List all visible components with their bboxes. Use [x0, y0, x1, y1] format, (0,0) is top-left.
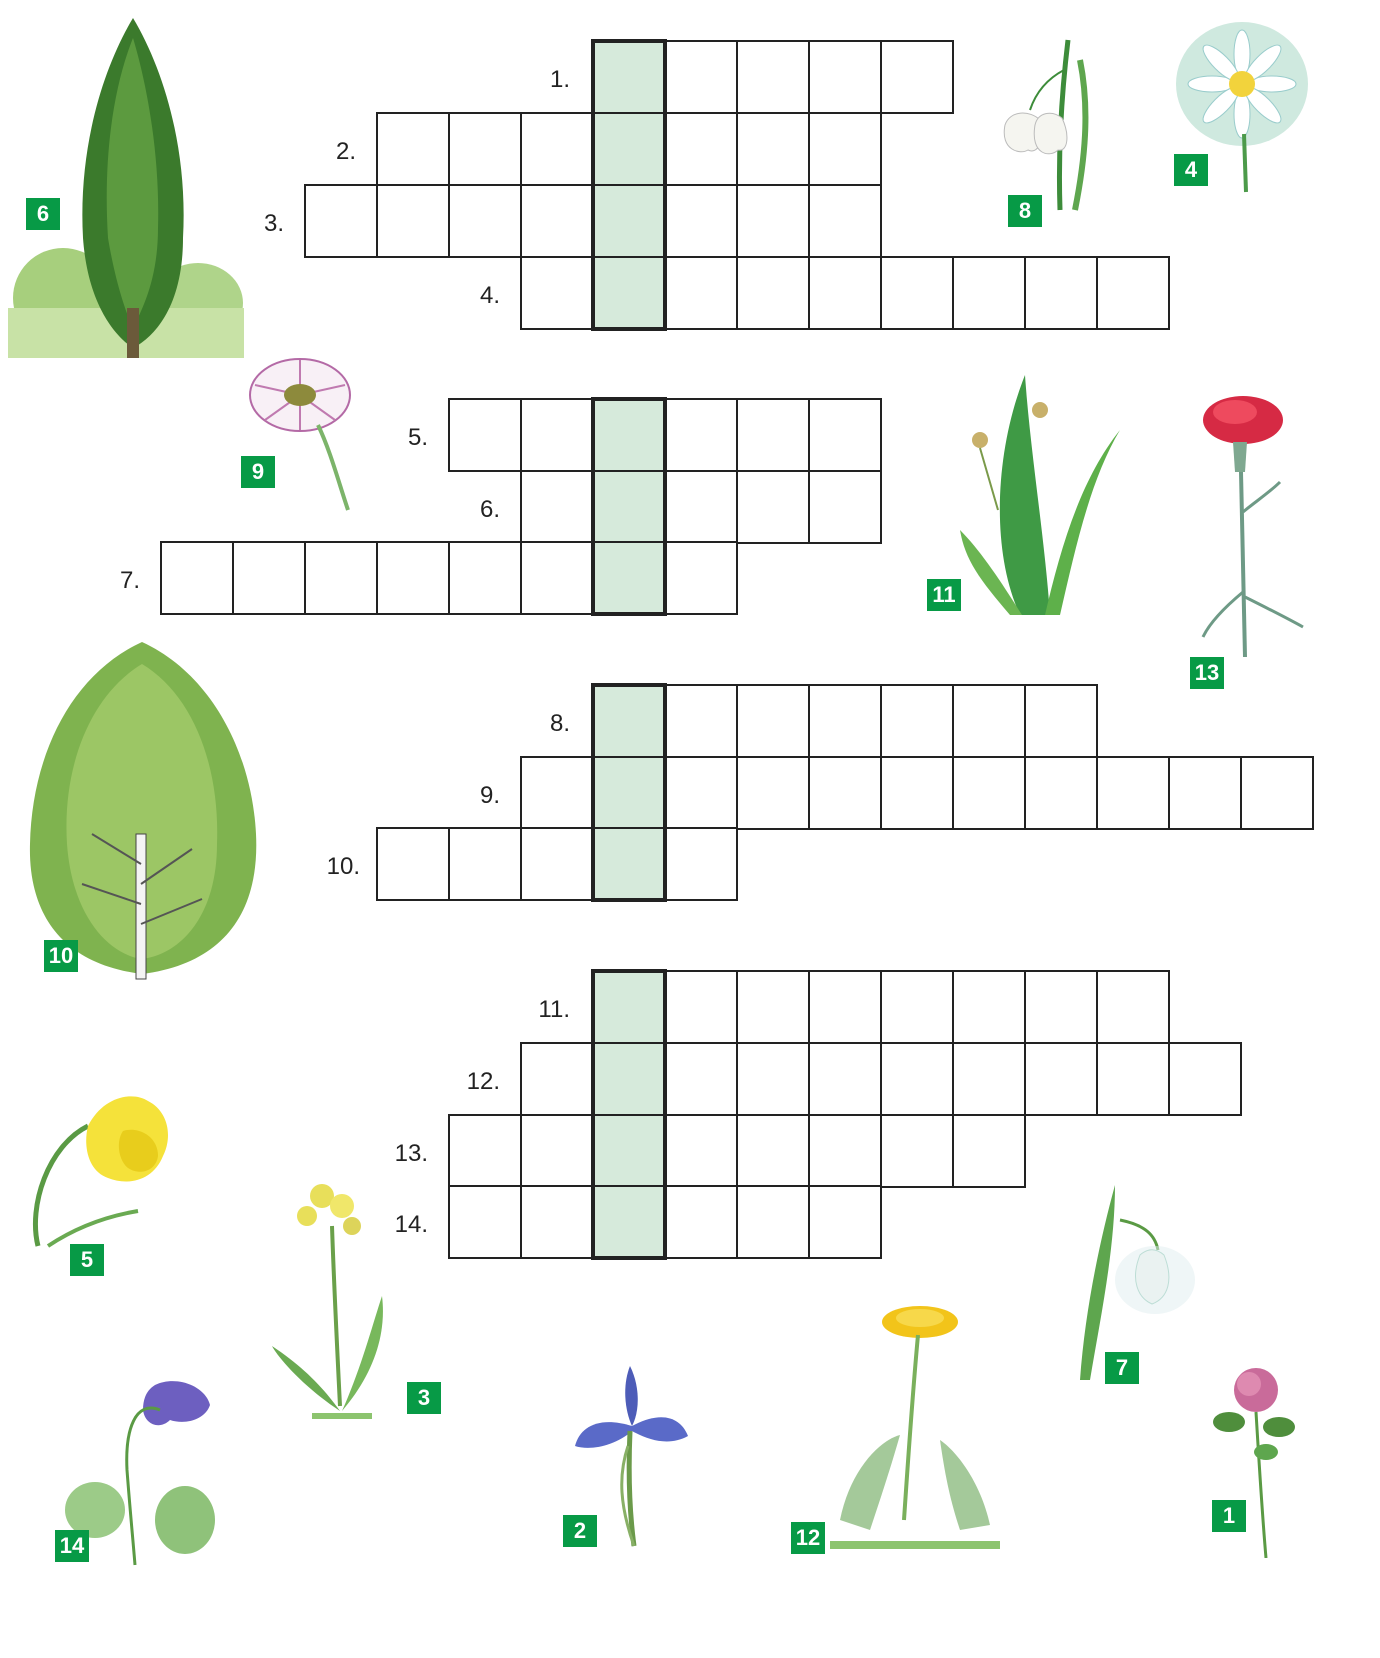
crossword-cell[interactable]: [520, 184, 594, 258]
picture-label-3: 3: [407, 1382, 441, 1414]
clue-number-6: 6.: [479, 496, 500, 523]
picture-label-2: 2: [563, 1515, 597, 1547]
crossword-cell[interactable]: [880, 1042, 954, 1116]
crossword-cell[interactable]: [952, 1114, 1026, 1188]
key-cell[interactable]: [592, 756, 666, 830]
crossword-cell[interactable]: [1024, 256, 1098, 330]
crossword-cell[interactable]: [736, 470, 810, 544]
crossword-cell[interactable]: [808, 470, 882, 544]
crossword-cell[interactable]: [736, 1042, 810, 1116]
clue-number-3: 3.: [263, 210, 284, 237]
crossword-cell[interactable]: [1024, 756, 1098, 830]
crossword-cell[interactable]: [520, 470, 594, 544]
crossword-cell[interactable]: [880, 256, 954, 330]
crossword-cell[interactable]: [1024, 684, 1098, 758]
crossword-cell[interactable]: [376, 541, 450, 615]
snowflake-flower-icon: [990, 30, 1110, 220]
crossword-cell[interactable]: [808, 1042, 882, 1116]
crossword-cell[interactable]: [736, 1114, 810, 1188]
crossword-cell[interactable]: [664, 112, 738, 186]
crossword-cell[interactable]: [736, 398, 810, 472]
picture-label-1: 1: [1212, 1500, 1246, 1532]
picture-label-5: 5: [70, 1244, 104, 1276]
crossword-cell[interactable]: [1096, 970, 1170, 1044]
crossword-cell[interactable]: [952, 1042, 1026, 1116]
crossword-cell[interactable]: [664, 256, 738, 330]
crossword-cell[interactable]: [448, 184, 522, 258]
crossword-cell[interactable]: [808, 40, 882, 114]
picture-label-9: 9: [241, 456, 275, 488]
crossword-cell[interactable]: [880, 756, 954, 830]
crossword-cell[interactable]: [664, 184, 738, 258]
crossword-cell[interactable]: [736, 112, 810, 186]
crossword-cell[interactable]: [448, 1185, 522, 1259]
picture-label-4: 4: [1174, 154, 1208, 186]
crossword-cell[interactable]: [520, 1185, 594, 1259]
clue-number-9: 9.: [479, 782, 500, 809]
crossword-cell[interactable]: [664, 541, 738, 615]
crossword-cell[interactable]: [1024, 970, 1098, 1044]
crossword-cell[interactable]: [520, 827, 594, 901]
cowslip-flower-icon: [262, 1166, 412, 1428]
crossword-cell[interactable]: [808, 256, 882, 330]
clue-number-4: 4.: [479, 282, 500, 309]
crossword-cell[interactable]: [520, 756, 594, 830]
crossword-cell[interactable]: [736, 1185, 810, 1259]
crossword-cell[interactable]: [664, 827, 738, 901]
crossword-cell[interactable]: [304, 184, 378, 258]
crossword-cell[interactable]: [664, 40, 738, 114]
lawn-daisy-icon: [240, 350, 380, 520]
crossword-cell[interactable]: [808, 970, 882, 1044]
crossword-cell[interactable]: [808, 1114, 882, 1188]
key-cell[interactable]: [592, 112, 666, 186]
crossword-cell[interactable]: [808, 684, 882, 758]
clue-number-7: 7.: [119, 567, 140, 594]
crossword-cell[interactable]: [664, 684, 738, 758]
crossword-cell[interactable]: [1024, 1042, 1098, 1116]
clue-number-12: 12.: [466, 1068, 500, 1095]
crossword-cell[interactable]: [376, 827, 450, 901]
picture-label-11: 11: [927, 579, 961, 611]
crossword-cell[interactable]: [808, 112, 882, 186]
crossword-cell[interactable]: [520, 398, 594, 472]
crossword-cell[interactable]: [304, 541, 378, 615]
crossword-cell[interactable]: [664, 470, 738, 544]
crossword-cell[interactable]: [1168, 756, 1242, 830]
picture-label-13: 13: [1190, 657, 1224, 689]
crossword-cell[interactable]: [664, 970, 738, 1044]
crossword-cell[interactable]: [880, 970, 954, 1044]
crossword-cell[interactable]: [664, 1114, 738, 1188]
clue-number-2: 2.: [335, 138, 356, 165]
crossword-cell[interactable]: [736, 184, 810, 258]
crossword-cell[interactable]: [952, 684, 1026, 758]
crossword-cell[interactable]: [376, 112, 450, 186]
crossword-cell[interactable]: [520, 256, 594, 330]
crossword-cell[interactable]: [664, 1042, 738, 1116]
crossword-cell[interactable]: [808, 1185, 882, 1259]
crossword-cell[interactable]: [736, 684, 810, 758]
picture-label-10: 10: [44, 940, 78, 972]
crossword-cell[interactable]: [664, 398, 738, 472]
crossword-cell[interactable]: [448, 112, 522, 186]
daffodil-flower-icon: [28, 1086, 180, 1256]
crossword-cell[interactable]: [1240, 756, 1314, 830]
clue-number-14: 14.: [394, 1211, 428, 1238]
crossword-cell[interactable]: [736, 256, 810, 330]
crossword-cell[interactable]: [376, 184, 450, 258]
clue-number-10: 10.: [326, 853, 360, 880]
crossword-cell[interactable]: [880, 684, 954, 758]
key-cell[interactable]: [592, 1185, 666, 1259]
crossword-cell[interactable]: [1168, 1042, 1242, 1116]
lily-of-the-valley-icon: [950, 370, 1130, 620]
crossword-cell[interactable]: [736, 40, 810, 114]
crossword-cell[interactable]: [448, 1114, 522, 1188]
key-cell[interactable]: [592, 684, 666, 758]
key-cell[interactable]: [592, 541, 666, 615]
crossword-cell[interactable]: [952, 256, 1026, 330]
crossword-cell[interactable]: [520, 1114, 594, 1188]
crossword-cell[interactable]: [1096, 1042, 1170, 1116]
key-cell[interactable]: [592, 40, 666, 114]
crossword-cell[interactable]: [736, 756, 810, 830]
crossword-cell[interactable]: [448, 541, 522, 615]
crossword-cell[interactable]: [808, 756, 882, 830]
picture-label-12: 12: [791, 1522, 825, 1554]
crossword-cell[interactable]: [448, 827, 522, 901]
crossword-cell[interactable]: [232, 541, 306, 615]
crossword-cell[interactable]: [952, 756, 1026, 830]
crossword-cell[interactable]: [1096, 756, 1170, 830]
picture-label-8: 8: [1008, 195, 1042, 227]
crossword-cell[interactable]: [880, 1114, 954, 1188]
crossword-cell[interactable]: [808, 184, 882, 258]
clue-number-5: 5.: [407, 424, 428, 451]
key-cell[interactable]: [592, 470, 666, 544]
crossword-cell[interactable]: [520, 1042, 594, 1116]
crossword-cell[interactable]: [736, 970, 810, 1044]
crossword-cell[interactable]: [1096, 256, 1170, 330]
dandelion-flower-icon: [830, 1300, 1000, 1555]
crossword-cell[interactable]: [160, 541, 234, 615]
key-cell[interactable]: [592, 827, 666, 901]
picture-label-7: 7: [1105, 1352, 1139, 1384]
poplar-tree-icon: [8, 8, 244, 368]
crossword-cell[interactable]: [808, 398, 882, 472]
clue-number-1: 1.: [549, 66, 570, 93]
key-cell[interactable]: [592, 184, 666, 258]
key-cell[interactable]: [592, 1114, 666, 1188]
clue-number-8: 8.: [549, 710, 570, 737]
picture-label-14: 14: [55, 1530, 89, 1562]
crossword-cell[interactable]: [520, 541, 594, 615]
crossword-cell[interactable]: [952, 970, 1026, 1044]
crossword-cell[interactable]: [880, 40, 954, 114]
carnation-flower-icon: [1195, 392, 1307, 662]
key-cell[interactable]: [592, 970, 666, 1044]
picture-label-6: 6: [26, 198, 60, 230]
crossword-cell[interactable]: [520, 112, 594, 186]
clue-number-11: 11.: [538, 996, 570, 1023]
key-cell[interactable]: [592, 1042, 666, 1116]
key-cell[interactable]: [592, 398, 666, 472]
crossword-cell[interactable]: [664, 756, 738, 830]
key-cell[interactable]: [592, 256, 666, 330]
crossword-cell[interactable]: [664, 1185, 738, 1259]
crossword-cell[interactable]: [448, 398, 522, 472]
clue-number-13: 13.: [394, 1140, 428, 1167]
